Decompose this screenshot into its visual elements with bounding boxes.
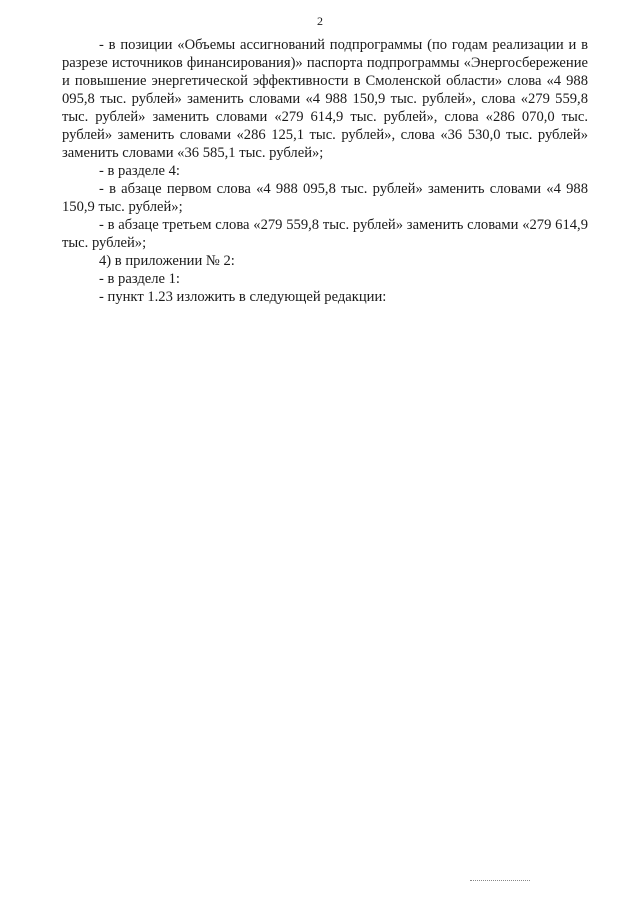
amendment-text — [62, 36, 588, 306]
paragraph-first-abzac: - в абзаце первом слова «4 988 095,8 тыс. рублей» заменить словами «4 988 150,9 тыс. рублей»; — [62, 181, 588, 215]
paragraph-third-abzac: - в абзаце третьем слова «279 559,8 тыс. рублей» заменить словами «279 614,9 тыс. рублей»; — [62, 217, 588, 251]
paragraph-item-1-23: - пункт 1.23 изложить в следующей редакции: — [99, 289, 387, 305]
paragraph-passport-amendment: - в позиции «Объемы ассигнований подпрограммы (по годам реализации и в разрезе источников финансирования)» паспорта подпрограммы «Энергосбережение и повышение энергетической эффективности в Смоленской области» слова «4 988 095,8 тыс. рублей» заменить словами «4 988 150,9 тыс. рублей», слова «279 559,8 тыс. рублей» заменить словами «279 614,9 тыс. рублей», слова «286 070,0 тыс. рублей» заменить словами «286 125,1 тыс. рублей», слова «36 530,0 тыс. рублей» заменить словами «36 585,1 тыс. рублей»; — [62, 37, 588, 161]
footer-dotted-line — [470, 880, 530, 882]
paragraph-section-1: - в разделе 1: — [99, 271, 180, 287]
page-number: 2 — [317, 14, 323, 28]
paragraph-section-4: - в разделе 4: — [99, 163, 180, 179]
paragraph-appendix-2: 4) в приложении № 2: — [99, 253, 235, 269]
